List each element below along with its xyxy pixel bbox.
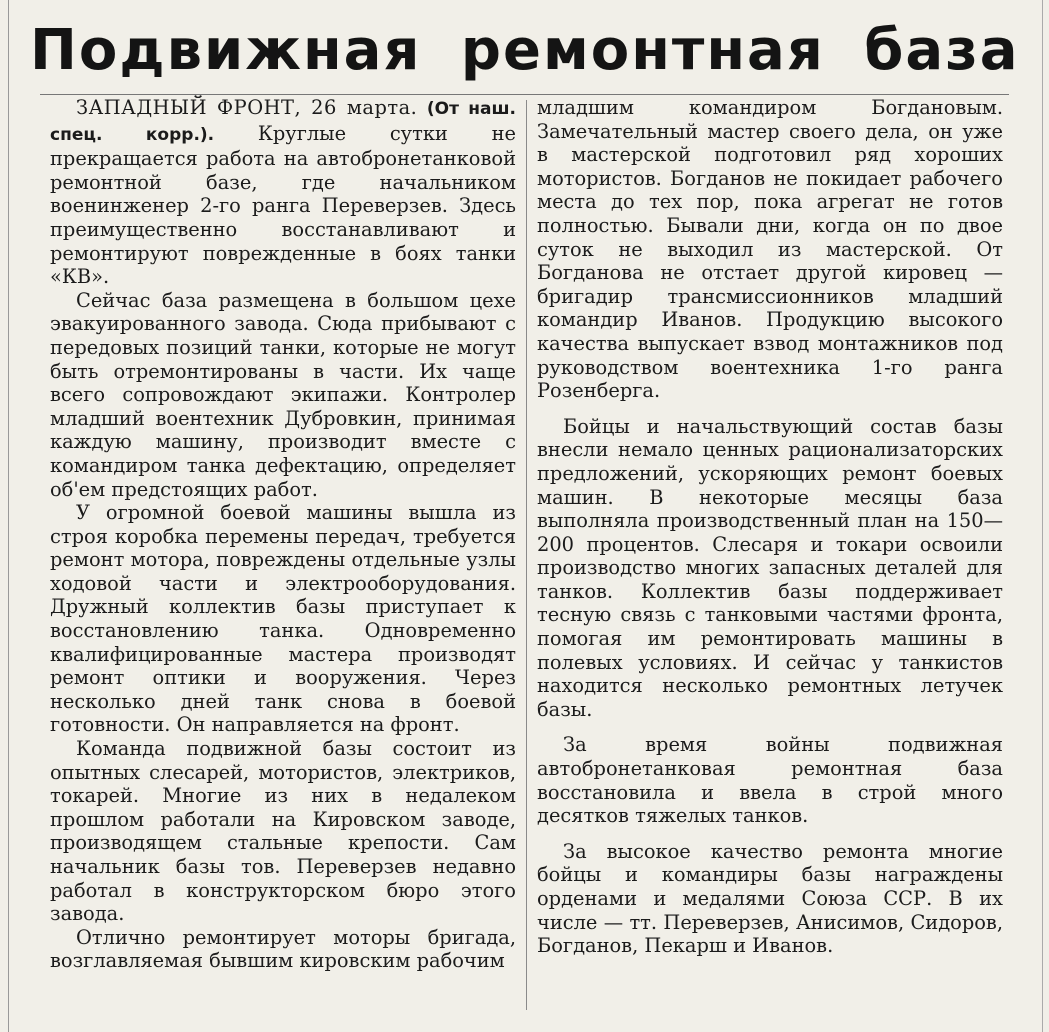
- page-edge-right: [1042, 0, 1043, 1032]
- paragraph-continued: младшим командиром Богдановым. Замечательный мастер своего дела, он уже в мастерской подготовил ряд хороших мотористов. Богданов не покидает рабочего места до тех пор, пока агрегат не готов полностью. Бывали дни, когда он по двое суток не выходил из мастерской. От Богданова не отстает другой кировец — бригадир трансмиссионников младший командир Иванов. Продукцию высокого качества выпускает взвод монтажников под руководством воентехника 1-го ранга Розенберга.: [537, 96, 1003, 403]
- lead-text: Круглые сутки не прекращается работа на автобронетанковой ремонтной базе, где начальником военинженер 2-го ранга Переверзев. Здесь преимущественно восстанавливают и ремонтируют поврежденные в боях танки «КВ».: [50, 121, 516, 289]
- article-headline: Подвижная ремонтная база: [30, 18, 1020, 83]
- page-edge-left: [8, 0, 9, 1032]
- dateline: ЗАПАДНЫЙ ФРОНТ, 26 марта.: [76, 96, 418, 119]
- headline-rule: [40, 94, 1009, 95]
- paragraph: Бойцы и начальствующий состав базы внесли немало ценных рационализаторских предложений, ускоряющих ремонт боевых машин. В некоторые месяцы база выполняла производственный план на 150—200 процентов. Слесаря и токари освоили производство многих запасных деталей для танков. Коллектив базы поддерживает тесную связь с танковыми частями фронта, помогая им ремонтировать машины в полевых условиях. И сейчас у танкистов находится несколько ремонтных летучек базы.: [537, 414, 1003, 721]
- column-divider: [526, 100, 527, 1010]
- paragraph: Команда подвижной базы состоит из опытных слесарей, мотористов, электриков, токарей. Многие из них в недалеком прошлом работали на Кировском заводе, производящем стальные крепости. Сам начальник базы тов. Переверзев недавно работал в конструкторском бюро этого завода.: [50, 737, 516, 926]
- paragraph: У огромной боевой машины вышла из строя коробка перемены передач, требуется ремонт мотора, повреждены отдельные узлы ходовой части и электрооборудования. Дружный коллектив базы приступает к восстановлению танка. Одновременно квалифицированные мастера производят ремонт оптики и вооружения. Через несколько дней танк снова в боевой готовности. Он направляется на фронт.: [50, 501, 516, 737]
- paragraph: За время войны подвижная автобронетанковая ремонтная база восстановила и ввела в строй много десятков тяжелых танков.: [537, 733, 1003, 828]
- paragraph: За высокое качество ремонта многие бойцы и командиры базы награждены орденами и медалями Союза ССР. В их числе — тт. Переверзев, Анисимов, Сидоров, Богданов, Пекарш и Иванов.: [537, 839, 1003, 958]
- article-column-left: [50, 96, 516, 973]
- correspondent-credit: (От наш. спец. корр.).: [50, 99, 516, 145]
- paragraph: Сейчас база размещена в большом цехе эвакуированного завода. Сюда прибывают с передовых позиций танки, которые не могут быть отремонтированы в части. Их чаще всего сопровождают экипажи. Контролер младший воентехник Дубровкин, принимая каждую машину, производит вместе с командиром танка дефектацию, определяет об'ем предстоящих работ.: [50, 288, 516, 501]
- article-column-right: [537, 96, 1003, 958]
- paragraph-lead: [50, 96, 516, 289]
- paragraph: Отлично ремонтирует моторы бригада, возглавляемая бывшим кировским рабочим: [50, 925, 516, 973]
